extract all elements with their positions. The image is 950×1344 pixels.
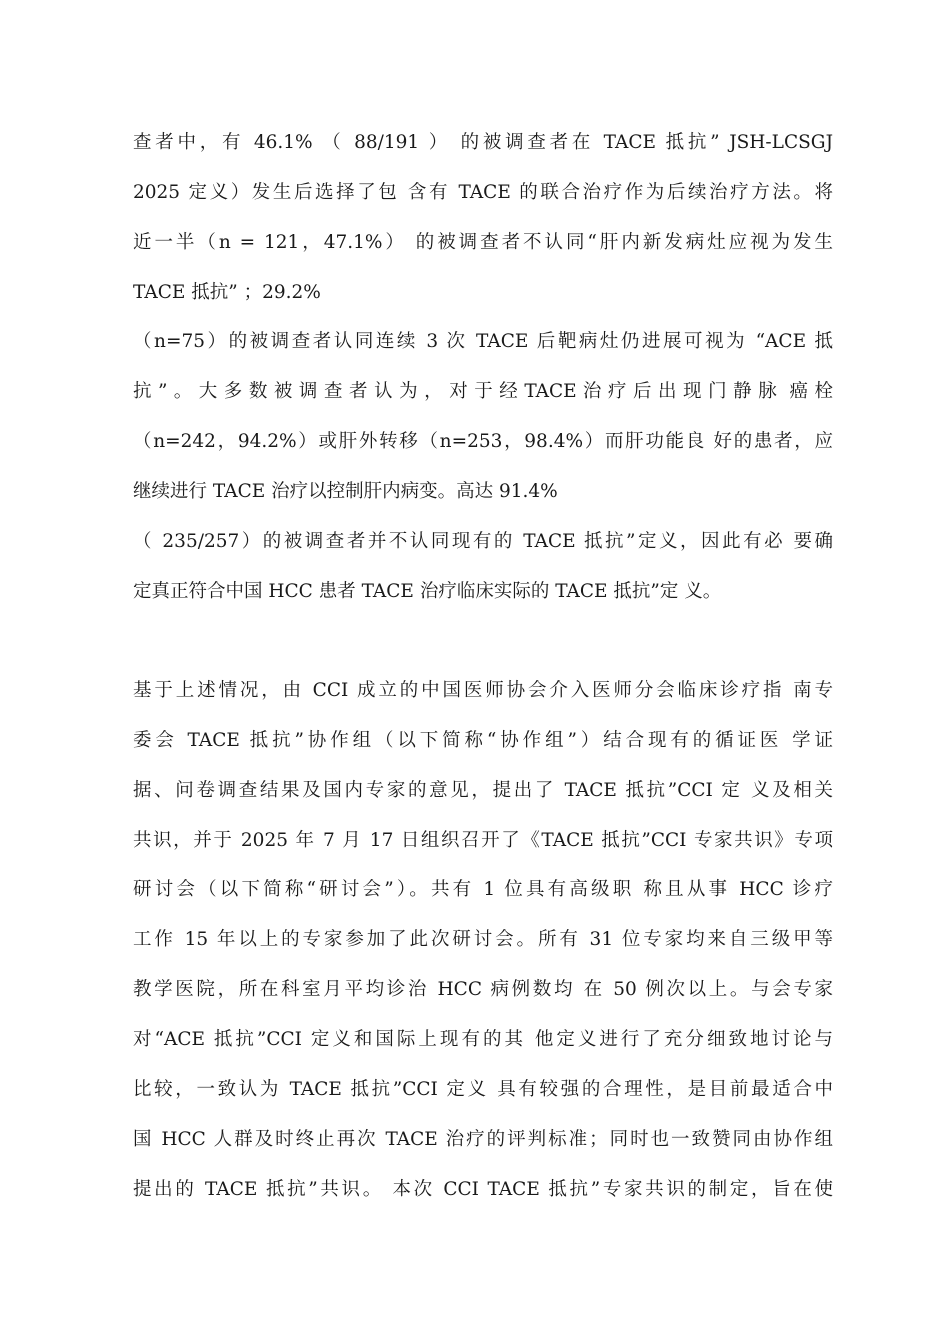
text-line: 定真正符合中国 HCC 患者 TACE 治疗临床实际的 TACE 抵抗”定 义。 [133, 581, 722, 602]
text-line: （ 235/257）的被调查者并不认同现有的 TACE 抵抗”定义，因此有必 要确 [133, 531, 833, 552]
text-line: 共识，并于 2025 年 7 月 17 日组织召开了《TACE 抵抗”CCI 专家共识》专项 [133, 830, 833, 851]
text-line: 基于上述情况，由 CCI 成立的中国医师协会介入医师分会临床诊疗指 南专 [133, 680, 833, 701]
text-line: 委会 TACE 抵抗”协作组（以下简称“协作组”）结合现有的循证医 学证 [133, 730, 833, 751]
text-line: 比较，一致认为 TACE 抵抗”CCI 定义 具有较强的合理性，是目前最适合中 [133, 1079, 833, 1100]
text-line: 国 HCC 人群及时终止再次 TACE 治疗的评判标准；同时也一致赞同由协作组 [133, 1129, 833, 1150]
text-line: 2025 定义）发生后选择了包 含有 TACE 的联合治疗作为后续治疗方法。将 [133, 182, 833, 203]
text-line: 教学医院，所在科室月平均诊治 HCC 病例数均 在 50 例次以上。与会专家 [133, 979, 833, 1000]
text-line: 工作 15 年以上的专家参加了此次研讨会。所有 31 位专家均来自三级甲等 [133, 929, 833, 950]
text-line: 据、问卷调查结果及国内专家的意见，提出了 TACE 抵抗”CCI 定 义及相关 [133, 780, 833, 801]
text-line: 对“ACE 抵抗”CCI 定义和国际上现有的其 他定义进行了充分细致地讨论与 [133, 1029, 833, 1050]
text-line: TACE 抵抗” ；29.2% [133, 282, 321, 303]
text-line: 抗 ” 。 大 多 数 被 调 查 者 认 为 ， 对 于 经 TACE 治 疗 后 出 现 门 静 脉 癌 栓 [133, 381, 833, 402]
text-line: （n=75）的被调查者认同连续 3 次 TACE 后靶病灶仍进展可视为 “ACE 抵 [133, 331, 833, 352]
text-line: 近一半（n = 121，47.1%） 的被调查者不认同“肝内新发病灶应视为发生 [133, 232, 833, 253]
text-line: 提出的 TACE 抵抗”共识。 本次 CCI TACE 抵抗”专家共识的制定，旨在使 [133, 1179, 833, 1200]
text-line: 查者中，有 46.1% （ 88/191 ） 的被调查者在 TACE 抵抗” JSH-LCSGJ [133, 132, 833, 153]
text-line: 继续进行 TACE 治疗以控制肝内病变。高达 91.4% [133, 481, 558, 502]
text-line: （n=242，94.2%）或肝外转移（n=253，98.4%）而肝功能良 好的患者，应 [133, 431, 833, 452]
text-line: 研讨会（以下简称“研讨会”）。共有 1 位具有高级职 称且从事 HCC 诊疗 [133, 879, 833, 900]
